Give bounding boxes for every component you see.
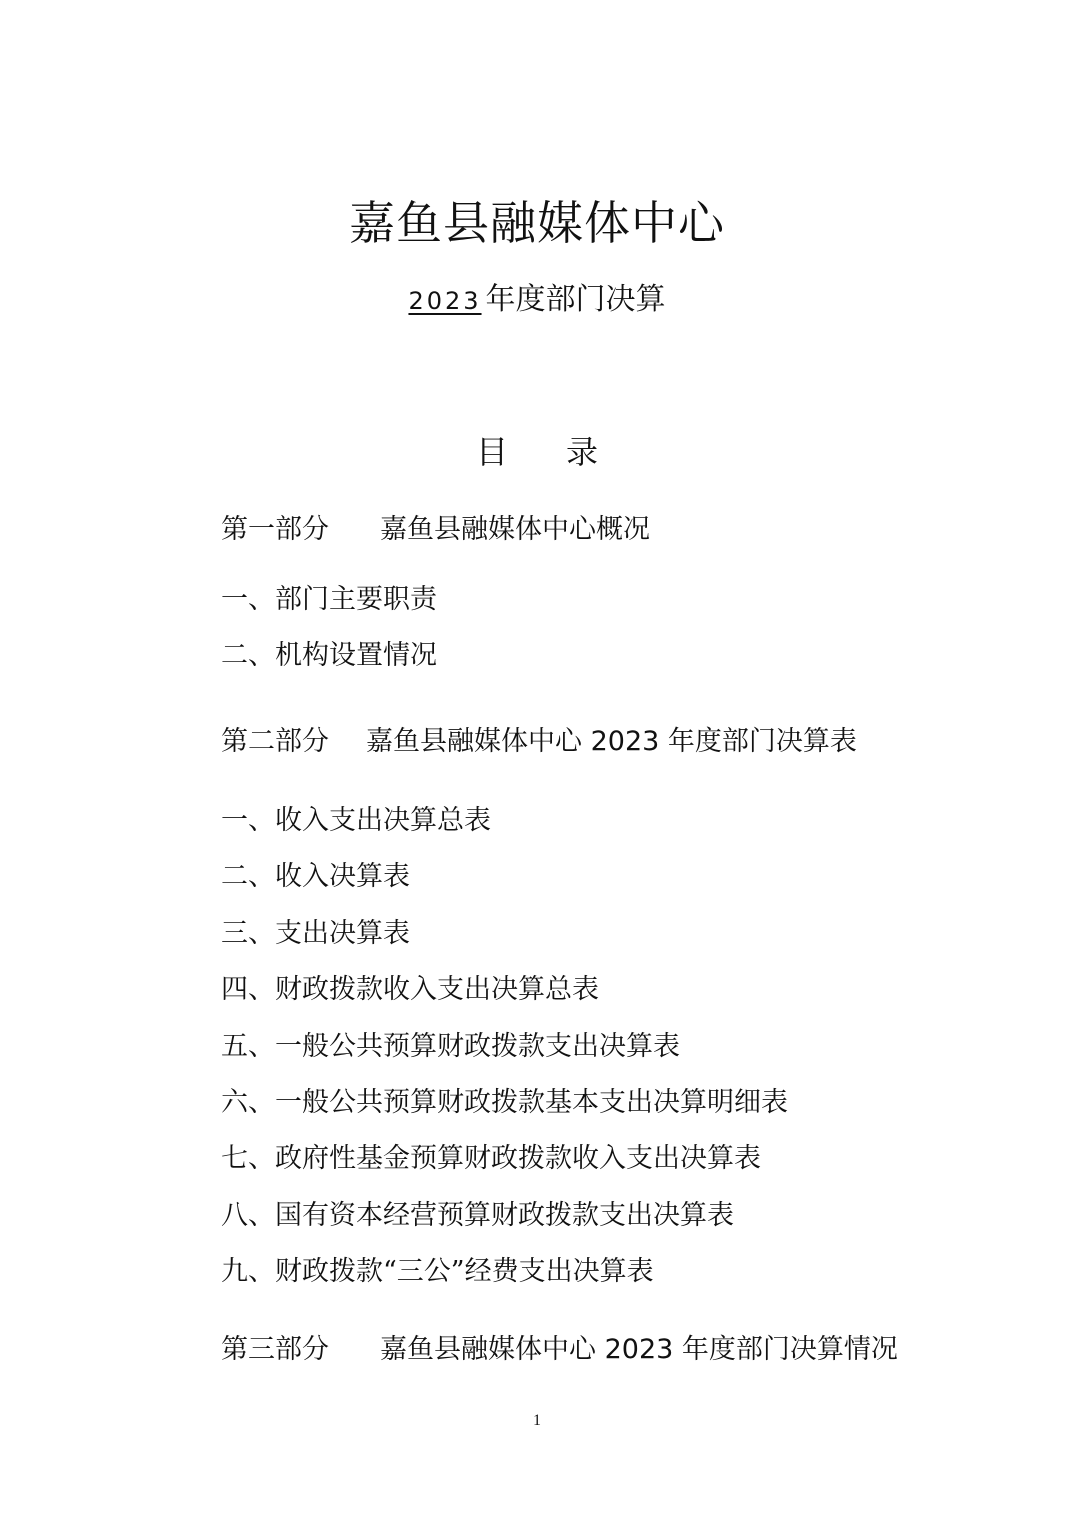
toc-item-2-4: 四、财政拨款收入支出决算总表 (221, 974, 599, 1005)
toc-heading (0, 432, 1074, 474)
toc-item-2-6: 六、一般公共预算财政拨款基本支出决算明细表 (221, 1087, 788, 1118)
toc-part-1-title: 嘉鱼县融媒体中心概况 (380, 514, 650, 545)
toc-part-3 (221, 1334, 898, 1366)
toc-part-2 (221, 726, 857, 758)
toc-item-2-2: 二、收入决算表 (221, 861, 410, 892)
toc-item-2-8: 八、国有资本经营预算财政拨款支出决算表 (221, 1200, 734, 1231)
toc-heading-right: 录 (566, 433, 599, 471)
toc-item-2-5: 五、一般公共预算财政拨款支出决算表 (221, 1031, 680, 1062)
toc-part-3-label: 第三部分 (221, 1334, 329, 1365)
toc-part-2-title: 嘉鱼县融媒体中心 2023 年度部门决算表 (366, 726, 857, 757)
toc-heading-left: 目 (475, 433, 508, 471)
subtitle-text: 年度部门决算 (485, 282, 666, 317)
toc-item-1-2: 二、机构设置情况 (221, 640, 437, 671)
toc-item-1-1: 一、部门主要职责 (221, 584, 437, 615)
toc-part-1 (221, 514, 650, 546)
toc-item-2-1: 一、收入支出决算总表 (221, 805, 491, 836)
toc-item-2-9: 九、财政拨款“三公”经费支出决算表 (221, 1256, 654, 1287)
document-subtitle (0, 280, 1074, 319)
subtitle-year: 2023 (408, 287, 482, 315)
toc-item-2-3: 三、支出决算表 (221, 918, 410, 949)
page-number: 1 (533, 1412, 541, 1429)
toc-part-3-title: 嘉鱼县融媒体中心 2023 年度部门决算情况 (380, 1334, 898, 1365)
document-title: 嘉鱼县融媒体中心 (349, 196, 725, 250)
toc-part-2-label: 第二部分 (221, 726, 329, 757)
toc-item-2-7: 七、政府性基金预算财政拨款收入支出决算表 (221, 1143, 761, 1174)
toc-part-1-label: 第一部分 (221, 514, 329, 545)
